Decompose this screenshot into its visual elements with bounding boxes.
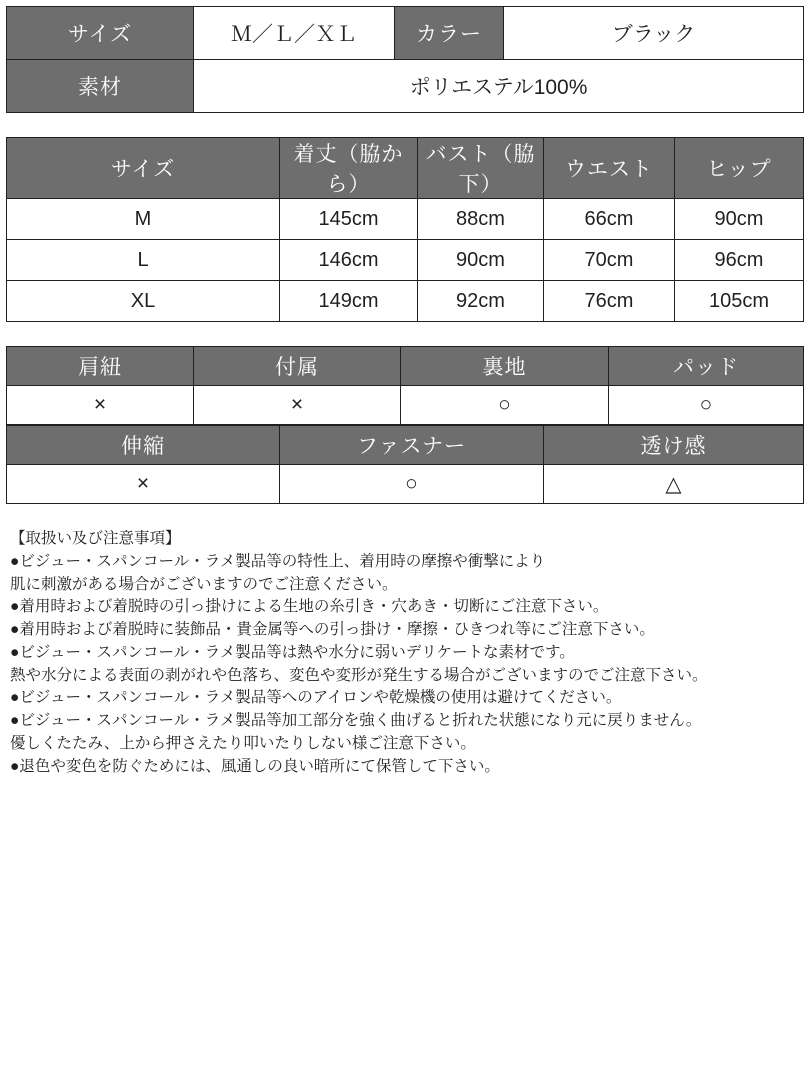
size-row-l-label: L: [7, 240, 280, 281]
size-row-xl-hip: 105cm: [675, 281, 804, 322]
size-header-bust: バスト（脇下）: [418, 138, 544, 199]
table-row: [7, 386, 804, 425]
feature-header-sheerness: 透け感: [544, 426, 804, 465]
care-note-line: ●着用時および着脱時の引っ掛けによる生地の糸引き・穴あき・切断にご注意下さい。: [10, 598, 609, 616]
table-row: [7, 7, 804, 60]
size-table: [6, 137, 804, 322]
size-row-xl-bust: 92cm: [418, 281, 544, 322]
feature-header-lining: 裏地: [401, 347, 609, 386]
feature-header-strap: 肩紐: [7, 347, 194, 386]
feature-table-secondary: [6, 425, 804, 504]
care-notes: [6, 528, 804, 779]
spec-label-color: カラー: [395, 7, 504, 60]
table-header-row: [7, 426, 804, 465]
size-row-l-hip: 96cm: [675, 240, 804, 281]
feature-value-zipper: ○: [280, 465, 544, 504]
table-row: [7, 199, 804, 240]
size-header-size: サイズ: [7, 138, 280, 199]
feature-header-zipper: ファスナー: [280, 426, 544, 465]
care-notes-title: 【取扱い及び注意事項】: [10, 530, 181, 547]
size-row-m-length: 145cm: [280, 199, 418, 240]
size-row-l-bust: 90cm: [418, 240, 544, 281]
feature-table-primary: [6, 346, 804, 425]
size-row-m-bust: 88cm: [418, 199, 544, 240]
size-row-l-waist: 70cm: [544, 240, 675, 281]
spec-value-material: ポリエステル100%: [194, 60, 804, 113]
feature-header-pad: パッド: [609, 347, 804, 386]
care-note-line: 熱や水分による表面の剥がれや色落ち、変色や変形が発生する場合がございますのでご注意下さい。: [10, 666, 708, 684]
feature-value-accessory: ×: [194, 386, 401, 425]
table-header-row: [7, 347, 804, 386]
feature-value-sheerness: △: [544, 465, 804, 504]
size-row-m-waist: 66cm: [544, 199, 675, 240]
spacer: [6, 113, 804, 137]
spec-label-material: 素材: [7, 60, 194, 113]
feature-header-stretch: 伸縮: [7, 426, 280, 465]
spec-table: [6, 6, 804, 113]
size-row-m-label: M: [7, 199, 280, 240]
spacer: [6, 322, 804, 346]
size-header-length: 着丈（脇から）: [280, 138, 418, 199]
spec-value-size: Ｍ／Ｌ／ＸＬ: [194, 7, 395, 60]
size-header-waist: ウエスト: [544, 138, 675, 199]
feature-value-pad: ○: [609, 386, 804, 425]
care-note-line: 優しくたたみ、上から押さえたり叩いたりしない様ご注意下さい。: [10, 735, 476, 753]
size-row-xl-label: XL: [7, 281, 280, 322]
feature-value-stretch: ×: [7, 465, 280, 504]
size-row-xl-waist: 76cm: [544, 281, 675, 322]
size-row-l-length: 146cm: [280, 240, 418, 281]
care-note-line: ●ビジュー・スパンコール・ラメ製品等の特性上、着用時の摩擦や衝撃により: [10, 552, 546, 570]
size-row-m-hip: 90cm: [675, 199, 804, 240]
size-header-hip: ヒップ: [675, 138, 804, 199]
feature-value-strap: ×: [7, 386, 194, 425]
care-note-line: ●退色や変色を防ぐためには、風通しの良い暗所にて保管して下さい。: [10, 757, 500, 775]
care-note-line: ●着用時および着脱時に装飾品・貴金属等への引っ掛け・摩擦・ひきつれ等にご注意下さい。: [10, 621, 655, 639]
care-note-line: ●ビジュー・スパンコール・ラメ製品等へのアイロンや乾燥機の使用は避けてください。: [10, 689, 622, 707]
spec-label-size: サイズ: [7, 7, 194, 60]
table-row: [7, 60, 804, 113]
table-row: [7, 465, 804, 504]
table-row: [7, 281, 804, 322]
table-row: [7, 240, 804, 281]
table-header-row: [7, 138, 804, 199]
feature-header-accessory: 付属: [194, 347, 401, 386]
spec-value-color: ブラック: [504, 7, 804, 60]
care-note-line: ●ビジュー・スパンコール・ラメ製品等は熱や水分に弱いデリケートな素材です。: [10, 643, 575, 661]
feature-value-lining: ○: [401, 386, 609, 425]
care-note-line: ●ビジュー・スパンコール・ラメ製品等加工部分を強く曲げると折れた状態になり元に戻りません。: [10, 712, 702, 730]
care-note-line: 肌に刺激がある場合がございますのでご注意ください。: [10, 575, 398, 593]
size-row-xl-length: 149cm: [280, 281, 418, 322]
